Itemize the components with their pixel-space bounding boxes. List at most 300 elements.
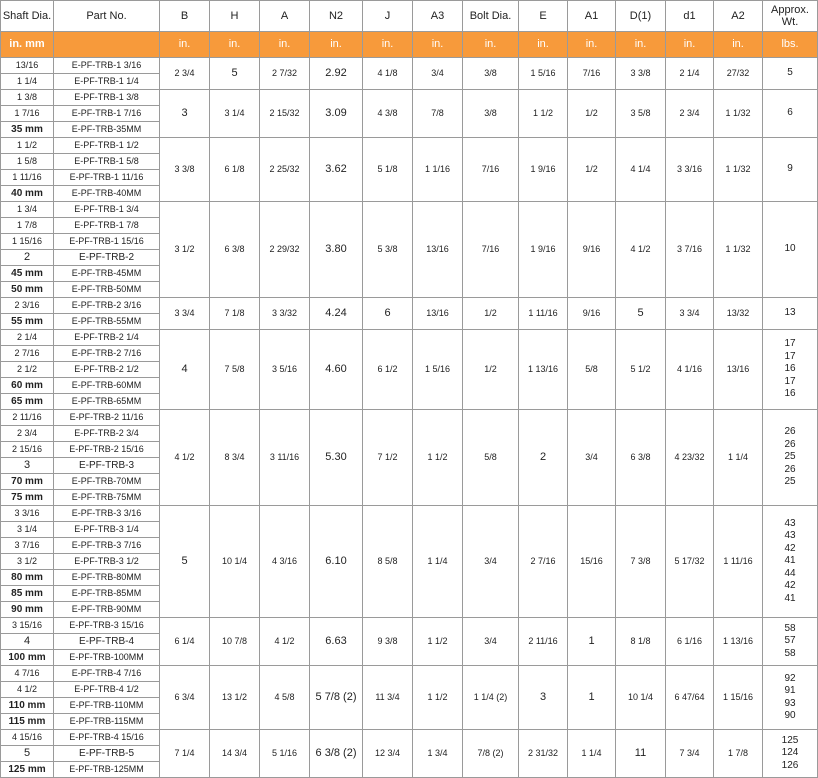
header-bolt-dia: Bolt Dia. xyxy=(463,1,519,32)
shaft-dia-cell: 1 7/8 xyxy=(1,218,54,234)
unit-cell: in. xyxy=(666,32,714,58)
dim-bolt-cell: 1/2 xyxy=(463,330,519,410)
dim-a-cell: 2 25/32 xyxy=(260,138,310,202)
dim-b-cell: 6 1/4 xyxy=(160,618,210,666)
dim-d1-cell: 4 23/32 xyxy=(666,410,714,506)
dim-a-cell: 4 1/2 xyxy=(260,618,310,666)
part-no-cell: E-PF-TRB-3 1/2 xyxy=(54,554,160,570)
dim-h-cell: 13 1/2 xyxy=(210,666,260,730)
shaft-dia-cell: 40 mm xyxy=(1,186,54,202)
dim-a1-cell: 1 1/4 xyxy=(568,730,616,778)
dim-d1-cell: 5 xyxy=(616,298,666,330)
shaft-dia-cell: 45 mm xyxy=(1,266,54,282)
dim-a3-cell: 1 5/16 xyxy=(413,330,463,410)
unit-cell: in. xyxy=(413,32,463,58)
table-row xyxy=(1,410,818,426)
dim-d1-cell: 4 1/2 xyxy=(616,202,666,298)
dim-d1-cell: 7 3/8 xyxy=(616,506,666,618)
weight-value: 17 xyxy=(784,375,796,387)
dim-e-cell: 1 9/16 xyxy=(519,202,568,298)
part-no-cell: E-PF-TRB-1 3/16 xyxy=(54,58,160,74)
dim-j-cell: 4 3/8 xyxy=(363,90,413,138)
dim-d1-cell: 5 17/32 xyxy=(666,506,714,618)
shaft-dia-cell: 60 mm xyxy=(1,378,54,394)
dim-d1-cell: 3 3/16 xyxy=(666,138,714,202)
dim-d1-cell: 4 1/4 xyxy=(616,138,666,202)
shaft-dia-cell: 3 1/4 xyxy=(1,522,54,538)
header-a1: A1 xyxy=(568,1,616,32)
size-group xyxy=(1,410,818,506)
part-no-cell: E-PF-TRB-80MM xyxy=(54,570,160,586)
dim-n2-cell: 3.80 xyxy=(310,202,363,298)
part-no-cell: E-PF-TRB-4 7/16 xyxy=(54,666,160,682)
part-no-cell: E-PF-TRB-1 7/8 xyxy=(54,218,160,234)
weight-value: 93 xyxy=(784,697,796,709)
part-no-cell: E-PF-TRB-2 7/16 xyxy=(54,346,160,362)
table-row xyxy=(1,298,818,314)
part-no-cell: E-PF-TRB-4 xyxy=(54,634,160,650)
weight-cell xyxy=(763,410,818,506)
weight-value: 26 xyxy=(784,426,796,438)
dim-a1-cell: 5/8 xyxy=(568,330,616,410)
size-group xyxy=(1,666,818,730)
dim-a3-cell: 3/4 xyxy=(413,58,463,90)
unit-cell: in. xyxy=(519,32,568,58)
header-a3: A3 xyxy=(413,1,463,32)
dim-e-cell: 1 5/16 xyxy=(519,58,568,90)
unit-cell: in. xyxy=(260,32,310,58)
shaft-dia-cell: 2 1/4 xyxy=(1,330,54,346)
part-no-cell: E-PF-TRB-55MM xyxy=(54,314,160,330)
shaft-dia-cell: 4 1/2 xyxy=(1,682,54,698)
weight-value: 124 xyxy=(781,747,799,759)
shaft-dia-cell: 85 mm xyxy=(1,586,54,602)
shaft-dia-cell: 1 3/4 xyxy=(1,202,54,218)
shaft-dia-cell: 3 1/2 xyxy=(1,554,54,570)
weight-cell xyxy=(763,730,818,778)
weight-value: 58 xyxy=(784,647,796,659)
dim-h-cell: 7 1/8 xyxy=(210,298,260,330)
dim-a2-cell: 1 1/32 xyxy=(714,202,763,298)
part-no-cell: E-PF-TRB-1 1/4 xyxy=(54,74,160,90)
dim-n2-cell: 3.09 xyxy=(310,90,363,138)
dim-a-cell: 3 5/16 xyxy=(260,330,310,410)
dim-n2-cell: 4.60 xyxy=(310,330,363,410)
weight-cell xyxy=(763,58,818,90)
dim-a1-cell: 15/16 xyxy=(568,506,616,618)
table-row xyxy=(1,58,818,74)
part-no-cell: E-PF-TRB-125MM xyxy=(54,762,160,778)
weight-value: 42 xyxy=(784,580,796,592)
dim-n2-cell: 6.63 xyxy=(310,618,363,666)
dim-b-cell: 2 3/4 xyxy=(160,58,210,90)
dim-j-cell: 6 1/2 xyxy=(363,330,413,410)
shaft-dia-cell: 1 1/4 xyxy=(1,74,54,90)
table-row xyxy=(1,730,818,746)
size-group xyxy=(1,618,818,666)
size-group xyxy=(1,138,818,202)
dim-a1-cell: 7/16 xyxy=(568,58,616,90)
shaft-dia-cell: 2 xyxy=(1,250,54,266)
dim-a-cell: 4 5/8 xyxy=(260,666,310,730)
dim-a3-cell: 1 1/2 xyxy=(413,666,463,730)
size-group xyxy=(1,730,818,778)
table-row xyxy=(1,506,818,522)
part-no-cell: E-PF-TRB-3 7/16 xyxy=(54,538,160,554)
dim-n2-cell: 5 7/8 (2) xyxy=(310,666,363,730)
unit-cell: in. xyxy=(463,32,519,58)
weight-cell xyxy=(763,298,818,330)
size-group xyxy=(1,298,818,330)
part-no-cell: E-PF-TRB-60MM xyxy=(54,378,160,394)
weight-value: 125 xyxy=(781,734,799,746)
weight-value: 25 xyxy=(784,476,796,488)
weight-value: 43 xyxy=(784,530,796,542)
weight-value: 25 xyxy=(784,451,796,463)
dim-d1-cell: 3 5/8 xyxy=(616,90,666,138)
dim-e-cell: 1 11/16 xyxy=(519,298,568,330)
dim-d1-cell: 5 1/2 xyxy=(616,330,666,410)
part-no-cell: E-PF-TRB-1 5/8 xyxy=(54,154,160,170)
dim-a2-cell: 1 1/32 xyxy=(714,138,763,202)
dim-e-cell: 1 13/16 xyxy=(519,330,568,410)
part-no-cell: E-PF-TRB-90MM xyxy=(54,602,160,618)
weight-value: 16 xyxy=(784,388,796,400)
weight-cell xyxy=(763,330,818,410)
part-no-cell: E-PF-TRB-4 15/16 xyxy=(54,730,160,746)
dim-a2-cell: 1 13/16 xyxy=(714,618,763,666)
dim-b-cell: 3 1/2 xyxy=(160,202,210,298)
dim-a-cell: 3 11/16 xyxy=(260,410,310,506)
shaft-dia-cell: 3 xyxy=(1,458,54,474)
dim-e-cell: 3 xyxy=(519,666,568,730)
dim-a3-cell: 1 1/2 xyxy=(413,618,463,666)
part-no-cell: E-PF-TRB-1 1/2 xyxy=(54,138,160,154)
shaft-dia-cell: 2 7/16 xyxy=(1,346,54,362)
header-j: J xyxy=(363,1,413,32)
header-row xyxy=(1,1,818,32)
dim-bolt-cell: 5/8 xyxy=(463,410,519,506)
dim-a2-cell: 13/16 xyxy=(714,330,763,410)
weight-cell xyxy=(763,506,818,618)
unit-cell: in. mm xyxy=(1,32,54,58)
dim-a2-cell: 1 1/32 xyxy=(714,90,763,138)
size-group xyxy=(1,90,818,138)
shaft-dia-cell: 4 15/16 xyxy=(1,730,54,746)
dim-a3-cell: 1 1/2 xyxy=(413,410,463,506)
dim-j-cell: 5 3/8 xyxy=(363,202,413,298)
part-no-cell: E-PF-TRB-70MM xyxy=(54,474,160,490)
header-n2: N2 xyxy=(310,1,363,32)
shaft-dia-cell: 5 xyxy=(1,746,54,762)
dim-b-cell: 4 1/2 xyxy=(160,410,210,506)
part-no-cell: E-PF-TRB-3 xyxy=(54,458,160,474)
dim-j-cell: 4 1/8 xyxy=(363,58,413,90)
dim-j-cell: 7 1/2 xyxy=(363,410,413,506)
dim-d1-cell: 8 1/8 xyxy=(616,618,666,666)
dim-bolt-cell: 1 1/4 (2) xyxy=(463,666,519,730)
weight-value: 16 xyxy=(784,363,796,375)
dim-a1-cell: 9/16 xyxy=(568,202,616,298)
weight-value: 41 xyxy=(784,555,796,567)
size-group xyxy=(1,202,818,298)
part-no-cell: E-PF-TRB-2 1/4 xyxy=(54,330,160,346)
dim-bolt-cell: 3/4 xyxy=(463,506,519,618)
shaft-dia-cell: 1 1/2 xyxy=(1,138,54,154)
weight-value: 57 xyxy=(784,635,796,647)
shaft-dia-cell: 115 mm xyxy=(1,714,54,730)
unit-cell xyxy=(54,32,160,58)
part-no-cell: E-PF-TRB-65MM xyxy=(54,394,160,410)
header-h: H xyxy=(210,1,260,32)
dim-j-cell: 9 3/8 xyxy=(363,618,413,666)
dim-n2-cell: 5.30 xyxy=(310,410,363,506)
dim-h-cell: 3 1/4 xyxy=(210,90,260,138)
weight-value: 44 xyxy=(784,567,796,579)
dim-d1-cell: 3 3/8 xyxy=(616,58,666,90)
dim-j-cell: 5 1/8 xyxy=(363,138,413,202)
header-shaft-dia: Shaft Dia. xyxy=(1,1,54,32)
dim-a1-cell: 3/4 xyxy=(568,410,616,506)
dim-h-cell: 10 7/8 xyxy=(210,618,260,666)
dim-e-cell: 2 31/32 xyxy=(519,730,568,778)
shaft-dia-cell: 75 mm xyxy=(1,490,54,506)
weight-value: 43 xyxy=(784,517,796,529)
dim-b-cell: 4 xyxy=(160,330,210,410)
header-approx-wt: Approx. Wt. xyxy=(763,1,818,32)
part-no-cell: E-PF-TRB-35MM xyxy=(54,122,160,138)
dim-a2-cell: 1 11/16 xyxy=(714,506,763,618)
shaft-dia-cell: 3 3/16 xyxy=(1,506,54,522)
part-no-cell: E-PF-TRB-45MM xyxy=(54,266,160,282)
dim-a2-cell: 27/32 xyxy=(714,58,763,90)
weight-value: 17 xyxy=(784,338,796,350)
unit-cell: in. xyxy=(160,32,210,58)
table-row xyxy=(1,90,818,106)
dim-bolt-cell: 7/8 (2) xyxy=(463,730,519,778)
shaft-dia-cell: 90 mm xyxy=(1,602,54,618)
dim-j-cell: 12 3/4 xyxy=(363,730,413,778)
dim-d1-cell: 4 1/16 xyxy=(666,330,714,410)
dim-a-cell: 3 3/32 xyxy=(260,298,310,330)
weight-value: 92 xyxy=(784,672,796,684)
table-row xyxy=(1,202,818,218)
dim-b-cell: 3 3/8 xyxy=(160,138,210,202)
part-no-cell: E-PF-TRB-2 1/2 xyxy=(54,362,160,378)
dim-d1-cell: 3 7/16 xyxy=(666,202,714,298)
part-no-cell: E-PF-TRB-4 1/2 xyxy=(54,682,160,698)
shaft-dia-cell: 13/16 xyxy=(1,58,54,74)
part-no-cell: E-PF-TRB-3 3/16 xyxy=(54,506,160,522)
shaft-dia-cell: 1 15/16 xyxy=(1,234,54,250)
unit-cell: in. xyxy=(714,32,763,58)
header-d1-upper: D(1) xyxy=(616,1,666,32)
dim-e-cell: 2 11/16 xyxy=(519,618,568,666)
weight-value: 42 xyxy=(784,542,796,554)
part-no-cell: E-PF-TRB-50MM xyxy=(54,282,160,298)
weight-cell xyxy=(763,202,818,298)
dim-a3-cell: 13/16 xyxy=(413,298,463,330)
dim-h-cell: 6 3/8 xyxy=(210,202,260,298)
weight-cell xyxy=(763,90,818,138)
weight-cell xyxy=(763,618,818,666)
shaft-dia-cell: 80 mm xyxy=(1,570,54,586)
weight-value: 58 xyxy=(784,622,796,634)
part-no-cell: E-PF-TRB-2 xyxy=(54,250,160,266)
dim-h-cell: 10 1/4 xyxy=(210,506,260,618)
dim-h-cell: 6 1/8 xyxy=(210,138,260,202)
shaft-dia-cell: 2 3/4 xyxy=(1,426,54,442)
size-group xyxy=(1,506,818,618)
weight-value: 17 xyxy=(784,350,796,362)
unit-cell: in. xyxy=(616,32,666,58)
part-no-cell: E-PF-TRB-75MM xyxy=(54,490,160,506)
dim-a2-cell: 1 15/16 xyxy=(714,666,763,730)
dim-bolt-cell: 3/4 xyxy=(463,618,519,666)
part-no-cell: E-PF-TRB-3 15/16 xyxy=(54,618,160,634)
unit-cell: in. xyxy=(363,32,413,58)
dim-e-cell: 2 xyxy=(519,410,568,506)
header-e: E xyxy=(519,1,568,32)
shaft-dia-cell: 2 3/16 xyxy=(1,298,54,314)
shaft-dia-cell: 4 7/16 xyxy=(1,666,54,682)
weight-cell xyxy=(763,666,818,730)
shaft-dia-cell: 3 7/16 xyxy=(1,538,54,554)
dim-d1-cell: 7 3/4 xyxy=(666,730,714,778)
dim-n2-cell: 6.10 xyxy=(310,506,363,618)
weight-value: 90 xyxy=(784,710,796,721)
weight-value: 13 xyxy=(784,307,796,319)
dim-b-cell: 5 xyxy=(160,506,210,618)
shaft-dia-cell: 3 15/16 xyxy=(1,618,54,634)
dim-d1-cell: 2 3/4 xyxy=(666,90,714,138)
header-a2: A2 xyxy=(714,1,763,32)
dim-h-cell: 14 3/4 xyxy=(210,730,260,778)
dim-b-cell: 6 3/4 xyxy=(160,666,210,730)
dim-e-cell: 2 7/16 xyxy=(519,506,568,618)
dim-a-cell: 5 1/16 xyxy=(260,730,310,778)
part-no-cell: E-PF-TRB-40MM xyxy=(54,186,160,202)
part-no-cell: E-PF-TRB-1 3/4 xyxy=(54,202,160,218)
units-row xyxy=(1,32,818,58)
weight-value: 41 xyxy=(784,592,796,604)
header-a: A xyxy=(260,1,310,32)
shaft-dia-cell: 50 mm xyxy=(1,282,54,298)
dim-j-cell: 11 3/4 xyxy=(363,666,413,730)
shaft-dia-cell: 55 mm xyxy=(1,314,54,330)
shaft-dia-cell: 110 mm xyxy=(1,698,54,714)
part-no-cell: E-PF-TRB-2 3/16 xyxy=(54,298,160,314)
dim-a2-cell: 13/32 xyxy=(714,298,763,330)
dim-a2-cell: 1 1/4 xyxy=(714,410,763,506)
header-b: B xyxy=(160,1,210,32)
part-no-cell: E-PF-TRB-1 15/16 xyxy=(54,234,160,250)
header-d1: d1 xyxy=(666,1,714,32)
dim-d1-cell: 11 xyxy=(616,730,666,778)
dim-a1-cell: 9/16 xyxy=(568,298,616,330)
dim-a-cell: 2 7/32 xyxy=(260,58,310,90)
part-no-cell: E-PF-TRB-100MM xyxy=(54,650,160,666)
weight-value: 26 xyxy=(784,438,796,450)
dim-b-cell: 3 3/4 xyxy=(160,298,210,330)
dim-a1-cell: 1 xyxy=(568,618,616,666)
dim-h-cell: 8 3/4 xyxy=(210,410,260,506)
part-no-cell: E-PF-TRB-2 15/16 xyxy=(54,442,160,458)
shaft-dia-cell: 1 11/16 xyxy=(1,170,54,186)
part-no-cell: E-PF-TRB-85MM xyxy=(54,586,160,602)
dim-h-cell: 7 5/8 xyxy=(210,330,260,410)
part-no-cell: E-PF-TRB-1 11/16 xyxy=(54,170,160,186)
weight-value: 9 xyxy=(787,163,793,175)
weight-value: 126 xyxy=(781,759,799,771)
shaft-dia-cell: 4 xyxy=(1,634,54,650)
dim-d1-cell: 3 3/4 xyxy=(666,298,714,330)
shaft-dia-cell: 1 7/16 xyxy=(1,106,54,122)
dim-d1-cell: 6 1/16 xyxy=(666,618,714,666)
weight-value: 10 xyxy=(784,243,796,255)
dim-e-cell: 1 9/16 xyxy=(519,138,568,202)
weight-value: 5 xyxy=(787,67,793,79)
shaft-dia-cell: 100 mm xyxy=(1,650,54,666)
unit-cell: lbs. xyxy=(763,32,818,58)
dim-a1-cell: 1 xyxy=(568,666,616,730)
dim-bolt-cell: 7/16 xyxy=(463,138,519,202)
shaft-dia-cell: 2 1/2 xyxy=(1,362,54,378)
dim-j-cell: 6 xyxy=(363,298,413,330)
dim-n2-cell: 3.62 xyxy=(310,138,363,202)
shaft-dia-cell: 2 11/16 xyxy=(1,410,54,426)
dim-a1-cell: 1/2 xyxy=(568,90,616,138)
dim-a-cell: 4 3/16 xyxy=(260,506,310,618)
dim-n2-cell: 6 3/8 (2) xyxy=(310,730,363,778)
table-row xyxy=(1,330,818,346)
shaft-dia-cell: 70 mm xyxy=(1,474,54,490)
dim-a3-cell: 7/8 xyxy=(413,90,463,138)
size-group xyxy=(1,58,818,90)
dim-b-cell: 3 xyxy=(160,90,210,138)
header-part-no: Part No. xyxy=(54,1,160,32)
dim-a1-cell: 1/2 xyxy=(568,138,616,202)
weight-value: 26 xyxy=(784,463,796,475)
dim-d1-cell: 6 3/8 xyxy=(616,410,666,506)
unit-cell: in. xyxy=(310,32,363,58)
dim-d1-cell: 2 1/4 xyxy=(666,58,714,90)
dim-bolt-cell: 7/16 xyxy=(463,202,519,298)
dim-a3-cell: 1 1/16 xyxy=(413,138,463,202)
shaft-dia-cell: 125 mm xyxy=(1,762,54,778)
weight-value: 91 xyxy=(784,685,796,696)
size-group xyxy=(1,330,818,410)
dim-bolt-cell: 3/8 xyxy=(463,58,519,90)
shaft-dia-cell: 2 15/16 xyxy=(1,442,54,458)
dim-a-cell: 2 15/32 xyxy=(260,90,310,138)
dim-a3-cell: 1 1/4 xyxy=(413,506,463,618)
dim-n2-cell: 4.24 xyxy=(310,298,363,330)
dim-a2-cell: 1 7/8 xyxy=(714,730,763,778)
table-row xyxy=(1,138,818,154)
unit-cell: in. xyxy=(210,32,260,58)
part-no-cell: E-PF-TRB-3 1/4 xyxy=(54,522,160,538)
dim-a3-cell: 13/16 xyxy=(413,202,463,298)
part-no-cell: E-PF-TRB-2 3/4 xyxy=(54,426,160,442)
dim-a3-cell: 1 3/4 xyxy=(413,730,463,778)
dim-a-cell: 2 29/32 xyxy=(260,202,310,298)
dim-d1-cell: 10 1/4 xyxy=(616,666,666,730)
shaft-dia-cell: 35 mm xyxy=(1,122,54,138)
dim-d1-cell: 6 47/64 xyxy=(666,666,714,730)
part-no-cell: E-PF-TRB-110MM xyxy=(54,698,160,714)
dim-b-cell: 7 1/4 xyxy=(160,730,210,778)
